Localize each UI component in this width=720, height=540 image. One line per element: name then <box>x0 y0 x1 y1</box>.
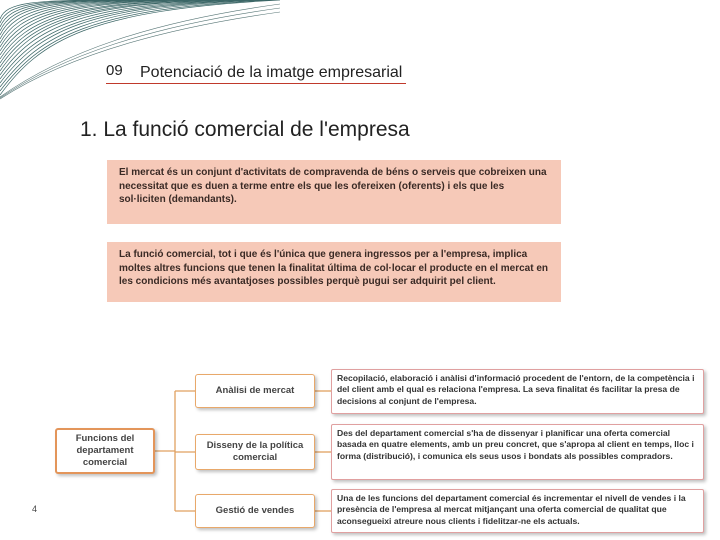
branch-market-analysis: Anàlisi de mercat <box>195 374 315 408</box>
definition-box-commercial-function: La funció comercial, tot i que és l'única que genera ingressos per a l'empresa, implica moltes altres funcions que tenen la finalitat última de col·locar el producte en el mercat en les condicions més avantatjoses possibles perquè pugui ser adquirit pel client. <box>107 242 561 302</box>
definition-box-market: El mercat és un conjunt d'activitats de compravenda de béns o serveis que cobreixen una necessitat que es duen a terme entre els que les ofereixen (oferents) i els que les sol·liciten (demandants). <box>107 160 561 224</box>
branch-commercial-policy: Disseny de la política comercial <box>195 434 315 470</box>
page-number: 4 <box>32 504 38 514</box>
chapter-number: 09 <box>106 62 123 79</box>
diagram-root-node: Funcions del departament comercial <box>55 428 155 474</box>
section-title: 1. La funció comercial de l'empresa <box>80 118 410 141</box>
description-market-analysis: Recopilació, elaboració i anàlisi d'informació procedent de l'entorn, de la competència i del client amb el qual es relaciona l'empresa. La seva finalitat és facilitar la presa de decisions al conjunt de l'empresa. <box>331 369 704 414</box>
description-sales-management: Una de les funcions del departament comercial és incrementar el nivell de vendes i la presència de l'empresa al mercat mitjançant una oferta comercial de qualitat que aconsegueixi atreure nous clients i fidelitzar-ne els actuals. <box>331 489 704 533</box>
branch-sales-management: Gestió de vendes <box>195 494 315 528</box>
chapter-title: Potenciació de la imatge empresarial <box>140 64 403 81</box>
description-commercial-policy: Des del departament comercial s'ha de dissenyar i planificar una oferta comercial basada en quatre elements, amb un preu concret, que s'apropa al client en temps, lloc i forma (distribució), i comunica els seus usos i bondats als possibles compradors. <box>331 424 704 480</box>
